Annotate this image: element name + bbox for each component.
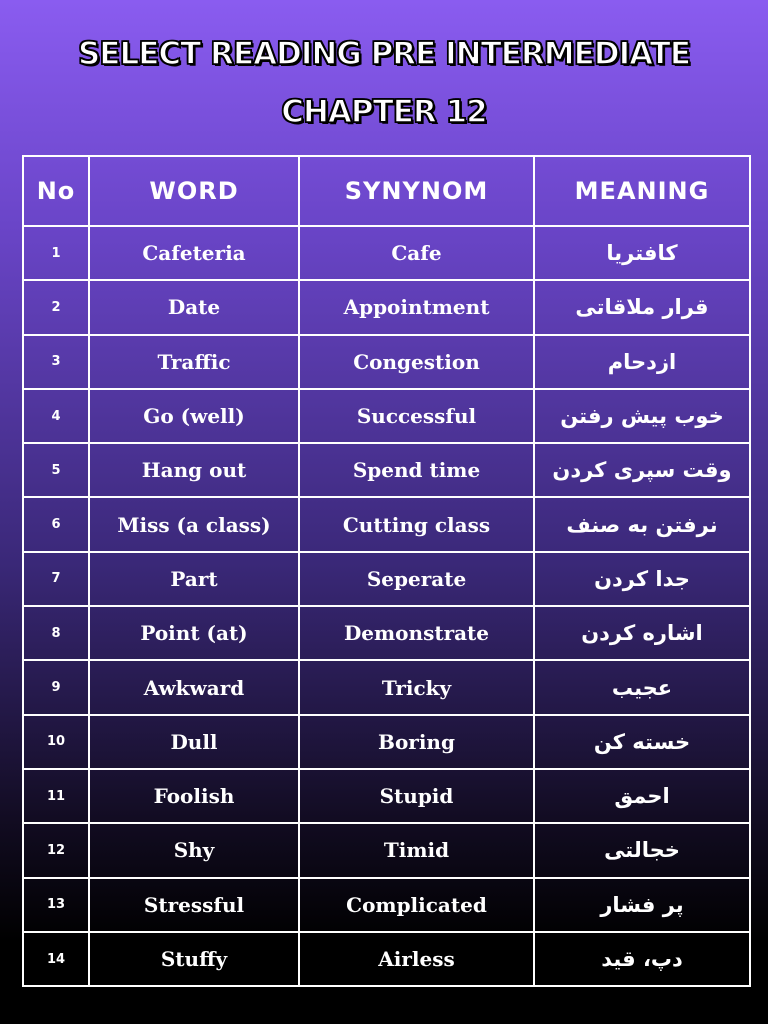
row-number: 4 (23, 389, 89, 443)
table-row (23, 660, 750, 714)
row-word: Date (89, 280, 299, 334)
row-number: 1 (23, 226, 89, 280)
table-body (23, 226, 750, 986)
row-word: Point (at) (89, 606, 299, 660)
table-row (23, 878, 750, 932)
row-meaning: قرار ملاقاتی (534, 280, 750, 334)
row-number: 13 (23, 878, 89, 932)
table-row (23, 497, 750, 551)
row-synonym: Demonstrate (299, 606, 534, 660)
row-number: 10 (23, 715, 89, 769)
header-meaning: MEANING (534, 156, 750, 226)
row-number: 7 (23, 552, 89, 606)
row-number: 2 (23, 280, 89, 334)
row-synonym: Complicated (299, 878, 534, 932)
row-meaning: کافتریا (534, 226, 750, 280)
row-word: Traffic (89, 335, 299, 389)
page-title: SELECT READING PRE INTERMEDIATE (77, 36, 691, 72)
row-synonym: Stupid (299, 769, 534, 823)
row-word: Hang out (89, 443, 299, 497)
row-number: 14 (23, 932, 89, 986)
row-synonym: Congestion (299, 335, 534, 389)
row-word: Shy (89, 823, 299, 877)
row-word: Dull (89, 715, 299, 769)
row-synonym: Tricky (299, 660, 534, 714)
row-meaning: خجالتی (534, 823, 750, 877)
table-row (23, 226, 750, 280)
row-number: 6 (23, 497, 89, 551)
row-meaning: نرفتن به صنف (534, 497, 750, 551)
table-row (23, 932, 750, 986)
row-meaning: عجیب (534, 660, 750, 714)
row-meaning: خوب پیش رفتن (534, 389, 750, 443)
row-number: 11 (23, 769, 89, 823)
table-row (23, 280, 750, 334)
row-meaning: پر فشار (534, 878, 750, 932)
vocabulary-table (22, 155, 751, 987)
row-word: Stressful (89, 878, 299, 932)
row-meaning: وقت سپری کردن (534, 443, 750, 497)
table-row (23, 389, 750, 443)
table-row (23, 769, 750, 823)
row-synonym: Seperate (299, 552, 534, 606)
row-word: Cafeteria (89, 226, 299, 280)
row-meaning: جدا کردن (534, 552, 750, 606)
row-synonym: Cutting class (299, 497, 534, 551)
row-meaning: دپ، قید (534, 932, 750, 986)
table-row (23, 823, 750, 877)
row-number: 8 (23, 606, 89, 660)
table-row (23, 715, 750, 769)
header-no: No (23, 156, 89, 226)
table-row (23, 552, 750, 606)
row-meaning: ازدحام (534, 335, 750, 389)
row-word: Go (well) (89, 389, 299, 443)
row-word: Foolish (89, 769, 299, 823)
row-synonym: Airless (299, 932, 534, 986)
table-row (23, 606, 750, 660)
table-row (23, 335, 750, 389)
row-synonym: Successful (299, 389, 534, 443)
row-meaning: اشاره کردن (534, 606, 750, 660)
row-word: Part (89, 552, 299, 606)
row-number: 12 (23, 823, 89, 877)
table-header-row (23, 156, 750, 226)
row-synonym: Appointment (299, 280, 534, 334)
chapter-subtitle: CHAPTER 12 (281, 94, 487, 130)
header-word: WORD (89, 156, 299, 226)
row-word: Awkward (89, 660, 299, 714)
header-synonym: SYNYNOM (299, 156, 534, 226)
row-synonym: Spend time (299, 443, 534, 497)
row-number: 5 (23, 443, 89, 497)
row-number: 3 (23, 335, 89, 389)
row-meaning: احمق (534, 769, 750, 823)
row-number: 9 (23, 660, 89, 714)
row-synonym: Boring (299, 715, 534, 769)
row-word: Stuffy (89, 932, 299, 986)
table-row (23, 443, 750, 497)
row-synonym: Timid (299, 823, 534, 877)
row-synonym: Cafe (299, 226, 534, 280)
row-meaning: خسته کن (534, 715, 750, 769)
row-word: Miss (a class) (89, 497, 299, 551)
